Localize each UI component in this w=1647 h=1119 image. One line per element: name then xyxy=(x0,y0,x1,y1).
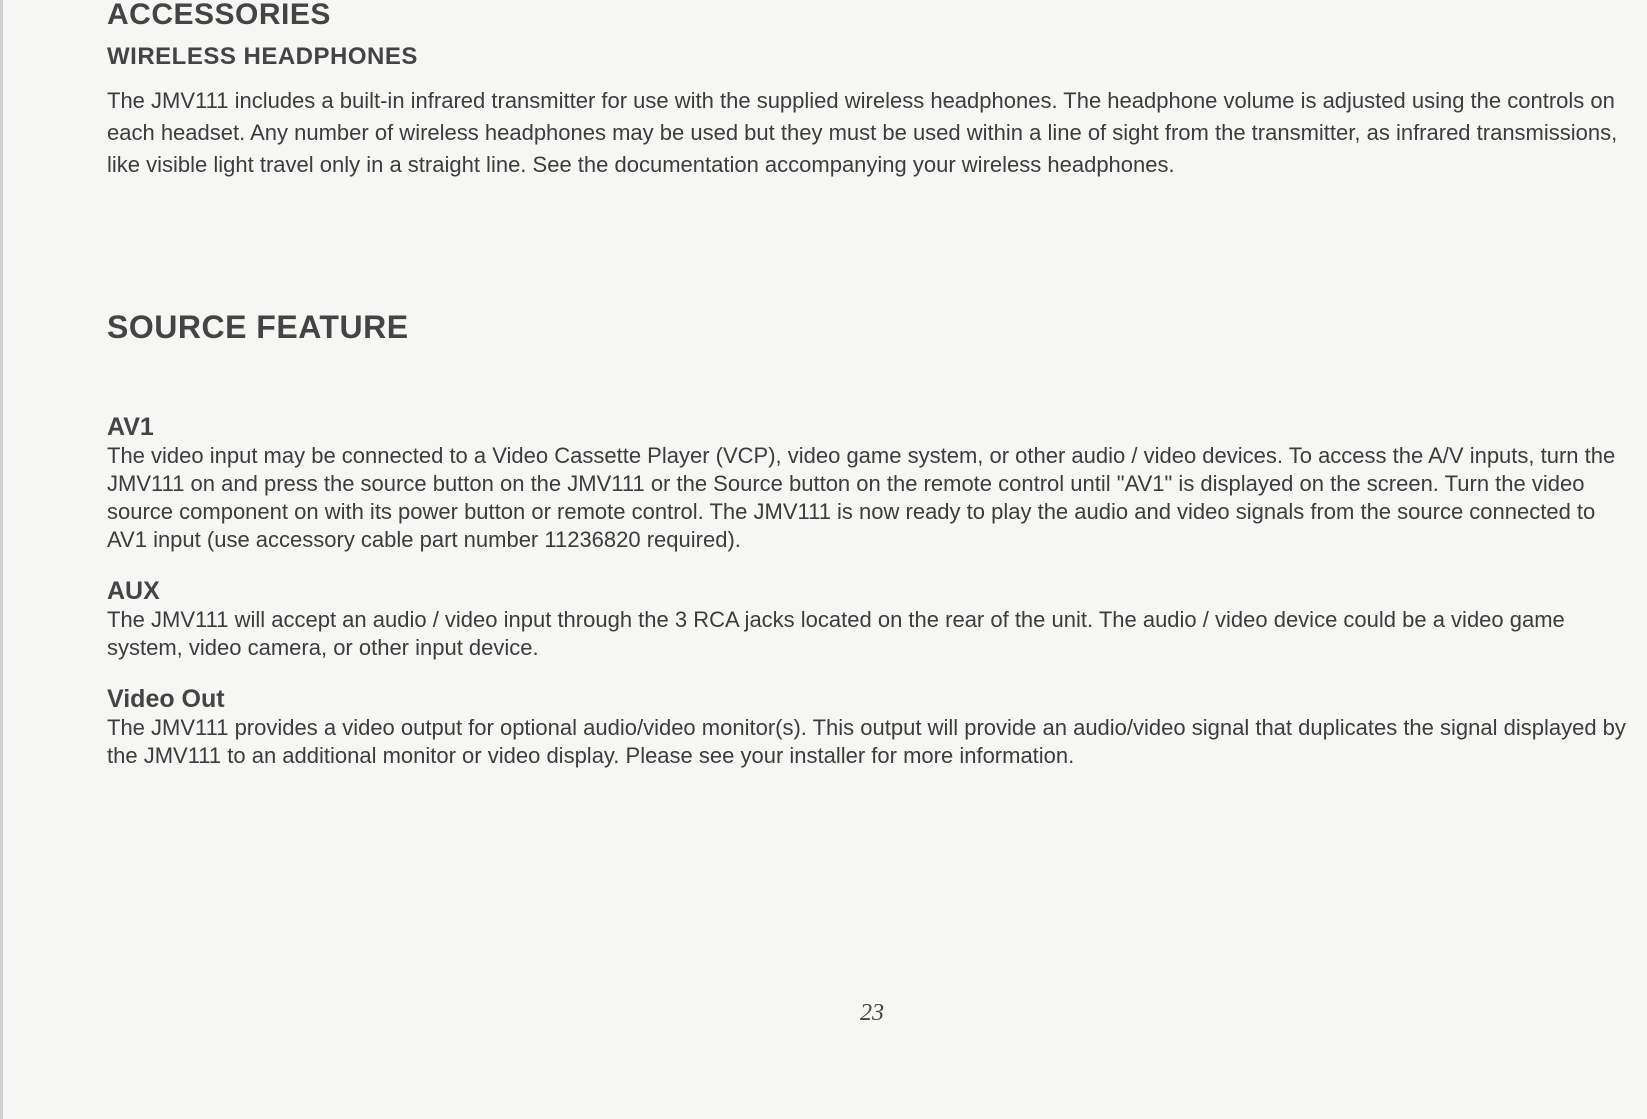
wireless-headphones-heading: WIRELESS HEADPHONES xyxy=(107,43,418,70)
wireless-headphones-text: The JMV111 includes a built-in infrared transmitter for use with the supplied wireless headphones. The headphone volume is adjusted using the controls on each headset. Any number of wireless headphones may be used but they must be used within a line of sight from the transmitter, as infrared transmissions, like visible light travel only in a straight line. See the documentation accompanying your wireless headphones. xyxy=(107,88,1618,177)
video-out-text: The JMV111 provides a video output for optional audio/video monitor(s). This output will provide an audio/video signal that duplicates the signal displayed by the JMV111 to an additional monitor or video display. Please see your installer for more information. xyxy=(107,715,1626,768)
accessories-title: ACCESSORIES xyxy=(107,0,331,31)
aux-text: The JMV111 will accept an audio / video input through the 3 RCA jacks located on the rear of the unit. The audio / video device could be a video game system, video camera, or other input device. xyxy=(107,607,1565,660)
page-content xyxy=(107,0,1637,770)
av1-heading: AV1 xyxy=(107,413,154,441)
source-feature-title: SOURCE FEATURE xyxy=(107,309,409,345)
video-out-heading: Video Out xyxy=(107,685,225,713)
page-number: 23 xyxy=(860,1000,884,1026)
av1-text: The video input may be connected to a Video Cassette Player (VCP), video game system, or other audio / video devices. To access the A/V inputs, turn the JMV111 on and press the source button on the JMV111 or the Source button on the remote control until "AV1" is displayed on the screen. Turn the video source component on with its power button or remote control. The JMV111 is now ready to play the audio and video signals from the source connected to AV1 input (use accessory cable part number 11236820 required). xyxy=(107,443,1616,552)
page-edge xyxy=(0,0,3,1119)
aux-heading: AUX xyxy=(107,577,160,605)
